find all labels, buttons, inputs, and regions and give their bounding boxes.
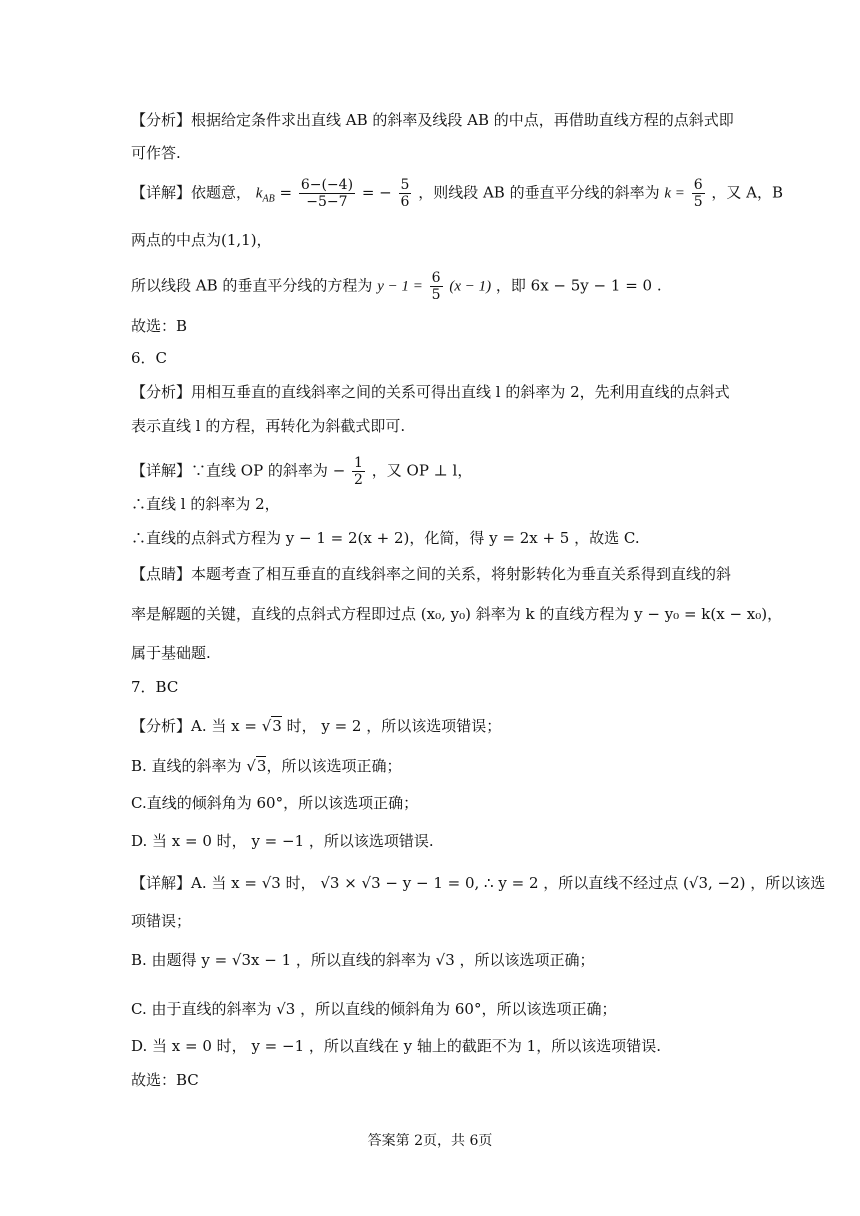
q5-frac1-den: −5−7 bbox=[306, 194, 348, 210]
q6-analysis-line2: 表示直线 l 的方程，再转化为斜截式即可. bbox=[131, 417, 406, 435]
q7-analysis-b: B. 直线的斜率为 √3，所以该选项正确； bbox=[131, 757, 402, 775]
q7-detail-c: C. 由于直线的斜率为 √3 ，所以直线的倾斜角为 60°，所以该选项正确； bbox=[131, 1000, 617, 1018]
q5-detail-prefix: 【详解】依题意， bbox=[131, 183, 252, 202]
q5-detail-tail: ，又 A，B bbox=[711, 183, 784, 202]
q7-analysis-b-sqrt: 3 bbox=[256, 757, 267, 775]
q6-analysis-line1: 【分析】用相互垂直的直线斜率之间的关系可得出直线 l 的斜率为 2，先利用直线的点斜式 bbox=[131, 383, 730, 401]
q7-analysis-d: D. 当 x = 0 时， y = −1 ，所以该选项错误. bbox=[131, 832, 434, 850]
q7-analysis-b-prefix: B. 直线的斜率为 bbox=[131, 757, 247, 775]
q6-detail-line bbox=[131, 455, 472, 488]
q6-fraction bbox=[352, 455, 365, 488]
q5-eq-suffix: ，即 6x − 5y − 1 = 0 . bbox=[495, 276, 662, 295]
q7-answer: 故选：BC bbox=[131, 1071, 199, 1089]
q5-fraction-4 bbox=[430, 270, 443, 303]
q5-fraction-3 bbox=[692, 177, 705, 210]
q5-eq1: = bbox=[279, 183, 293, 202]
q5-eq-lhs: y − 1 = bbox=[377, 278, 423, 295]
q7-header: 7．BC bbox=[131, 678, 179, 696]
q5-equation-line bbox=[131, 270, 662, 303]
q6-frac-den: 2 bbox=[354, 472, 363, 488]
q6-detail-suffix: ，又 OP ⊥ l， bbox=[371, 461, 473, 480]
q6-line3: ∴直线 l 的斜率为 2， bbox=[131, 495, 280, 513]
q5-frac3-num: 6 bbox=[693, 177, 703, 193]
q5-eq-prefix: 所以线段 AB 的垂直平分线的方程为 bbox=[131, 276, 373, 295]
q5-detail-line bbox=[131, 177, 783, 211]
q5-frac1-num: 6−(−4) bbox=[300, 177, 354, 193]
q5-fraction-1 bbox=[299, 177, 355, 210]
q5-fraction-2 bbox=[399, 177, 412, 210]
q7-analysis-a-prefix: 【分析】A. 当 x = bbox=[131, 717, 262, 735]
q7-detail-d: D. 当 x = 0 时， y = −1 ，所以直线在 y 轴上的截距不为 1，所以该选项错误. bbox=[131, 1037, 661, 1055]
q7-analysis-b-suffix: ，所以该选项正确； bbox=[266, 757, 402, 775]
q5-kab: k bbox=[255, 185, 263, 202]
q6-frac-num: 1 bbox=[354, 455, 363, 471]
q5-frac4-den: 5 bbox=[431, 287, 441, 303]
q5-analysis-line1: 【分析】根据给定条件求出直线 AB 的斜率及线段 AB 的中点，再借助直线方程的点斜式即 bbox=[131, 111, 734, 129]
q6-header: 6．C bbox=[131, 349, 168, 367]
q6-comment-line3: 属于基础题. bbox=[131, 644, 211, 662]
q7-detail-b: B. 由题得 y = √3x − 1 ，所以直线的斜率为 √3 ，所以该选项正确； bbox=[131, 951, 595, 969]
q6-detail-prefix: 【详解】∵直线 OP 的斜率为 − bbox=[131, 461, 346, 480]
q6-line4: ∴直线的点斜式方程为 y − 1 = 2(x + 2)，化简，得 y = 2x + 5 ，故选 C. bbox=[131, 529, 640, 547]
q5-frac3-den: 5 bbox=[693, 194, 703, 210]
q7-analysis-a-sqrt: 3 bbox=[272, 717, 282, 735]
q6-comment-line1: 【点睛】本题考查了相互垂直的直线斜率之间的关系，将射影转化为垂直关系得到直线的斜 bbox=[131, 565, 732, 583]
q5-eq2: = − bbox=[361, 183, 392, 202]
q5-answer: 故选：B bbox=[131, 317, 188, 335]
q5-k-eq: k = bbox=[664, 185, 685, 202]
q7-analysis-a-suffix: 时， y = 2 ，所以该选项错误； bbox=[281, 717, 502, 735]
page-footer: 答案第 2页，共 6页 bbox=[367, 1133, 493, 1149]
q5-frac2-den: 6 bbox=[400, 194, 410, 210]
q5-frac4-num: 6 bbox=[431, 270, 441, 286]
q5-midpoint-line: 两点的中点为(1,1)， bbox=[131, 231, 272, 249]
q5-frac2-num: 5 bbox=[400, 177, 410, 193]
q5-eq-rhs: (x − 1) bbox=[449, 278, 492, 295]
q7-detail-a-line2: 项错误； bbox=[131, 912, 192, 930]
q7-detail-a-line1: 【详解】A. 当 x = √3 时， √3 × √3 − y − 1 = 0, ∴ y = 2 ，所以直线不经过点 (√3, −2) ，所以该选 bbox=[131, 874, 826, 892]
q7-analysis-a: 【分析】A. 当 x = √3 时， y = 2 ，所以该选项错误； bbox=[131, 717, 502, 735]
q5-analysis-line2: 可作答. bbox=[131, 144, 181, 162]
q7-analysis-c: C.直线的倾斜角为 60°，所以该选项正确； bbox=[131, 794, 419, 812]
q5-kab-sub: AB bbox=[262, 193, 275, 205]
q6-comment-line2: 率是解题的关键，直线的点斜式方程即过点 (x₀, y₀) 斜率为 k 的直线方程为 y − y₀ = k(x − x₀)， bbox=[131, 605, 783, 623]
q5-detail-mid: ，则线段 AB 的垂直平分线的斜率为 bbox=[418, 183, 660, 202]
